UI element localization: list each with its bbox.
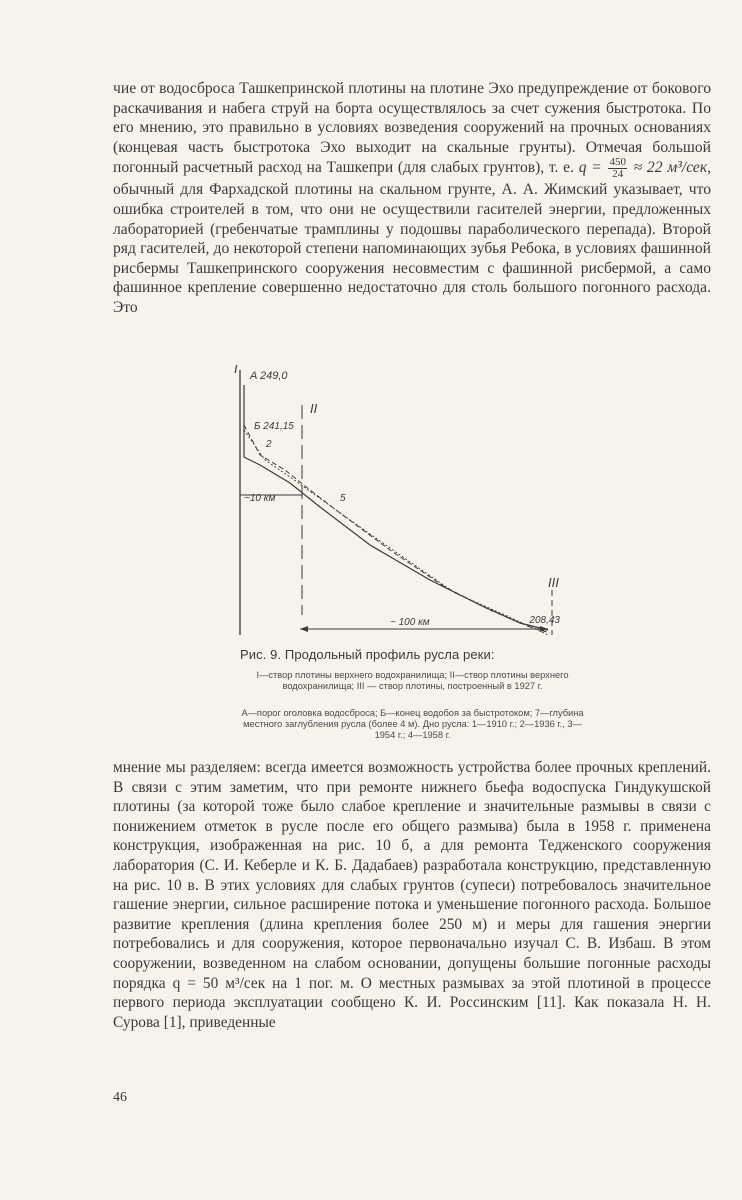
- figure-caption-title: Рис. 9. Продольный профиль русла реки:: [240, 647, 495, 662]
- paragraph: мнение мы разделяем: всегда имеется возможность устройства более прочных креплений. В связи с этим заметим, что при ремонте нижнего бьефа водоспуска Гиндукушской плотины (за которой тоже было слабое крепление и значительные размывы в связи с понижением отметок в русле после его общего размыва) была в 1958 г. применена конструкция, изображенная на рис. 10 б, а для ремонта Тедженского сооружения лаборатория (С. И. Кеберле и К. Б. Дадабаев) разработала конструкцию, представленную на рис. 10 в. В этих условиях для слабых грунтов (супеси) потребовалось значительное гашение энергии, сильное расширение потока и уменьшение погонного расхода. Большое развитие крепления (длина крепления более 250 м) и меры для гашения энергии потребовались и для сооружения, которое первоначально изучал С. В. Избаш. В этом сооружении, возведенном на слабом основании, допущены большие погонные расходы порядка q = 50 м³/сек на 1 пог. м. О местных размывах за этой плотиной в процессе первого периода эксплуатации сообщено К. И. Россинским [11]. Как показала Н. Н. Сурова [1], приведенные: [113, 759, 711, 1031]
- label-section-II: II: [310, 401, 318, 416]
- formula-fraction: [608, 157, 627, 180]
- profile-line-1936: [244, 425, 550, 633]
- label-section-III: III: [548, 575, 559, 590]
- formula-q: q =: [578, 159, 602, 177]
- arrow-100km-left: [300, 626, 308, 632]
- label-curve-5: 5: [340, 493, 346, 504]
- figure-caption-note-1: I—створ плотины верхнего водохранилища; II—створ плотины верхнего водохранилища; III — створ плотины, построенный в 1927 г.: [256, 670, 569, 691]
- formula-result: ≈ 22 м³/сек,: [633, 159, 712, 177]
- label-point-A: A 249,0: [250, 370, 288, 382]
- label-dist-100km: ~ 100 км: [390, 617, 430, 628]
- body-text-top: [113, 79, 711, 318]
- page-number: 46: [113, 1090, 127, 1105]
- formula-numerator: 450: [609, 156, 626, 169]
- body-text-bottom: [113, 758, 711, 1032]
- paragraph: [113, 79, 711, 318]
- label-elevation-end: 208,43: [529, 615, 560, 626]
- profile-line-1958: [244, 430, 548, 635]
- label-dist-10km: ~10 км: [244, 493, 276, 504]
- river-profile-figure: [230, 365, 560, 645]
- label-section-I: I: [234, 365, 238, 376]
- formula-denominator: 24: [612, 168, 624, 181]
- label-curve-2: 2: [266, 439, 272, 450]
- paragraph-text-part-2: обычный для Фархадской плотины на скальном грунте, А. А. Жимский указывает, что ошибка строителей в том, что они не осуществили гасителей энергии, предложенных лабораторией (гребенчатые трамплины у подошвы параболического перепада). Второй ряд гасителей, до некоторой степени напоминающих зубья Ребока, в условиях фашинной рисбермы Ташкепринского сооружения несовместим с фашинной рисбермой, а само фашинное крепление совершенно недостаточно для столь большого погонного расхода. Это: [113, 181, 711, 316]
- label-point-B: Б 241,15: [254, 421, 294, 432]
- figure-caption-note-2: А—порог оголовка водосброса; Б—конец водобоя за быстротоком; 7—глубина местного заглубления русла (более 4 м). Дно русла: 1—1910 г.; 2—1936 г., 3—1954 г.; 4—1958 г.: [241, 708, 584, 740]
- paragraph-text-part-1: чие от водосброса Ташкепринской плотины на плотине Эхо предупреждение от бокового раскачивания и набега струй на борта осуществлялось за счет сужения быстротока. По его мнению, это правильно в условиях возведения сооружений на прочных основаниях (концевая часть быстротока Эхо выходит на скальные грунты). Отмечая большой погонный расчетный расход на Ташкепри (для слабых грунтов), т. е.: [113, 80, 711, 177]
